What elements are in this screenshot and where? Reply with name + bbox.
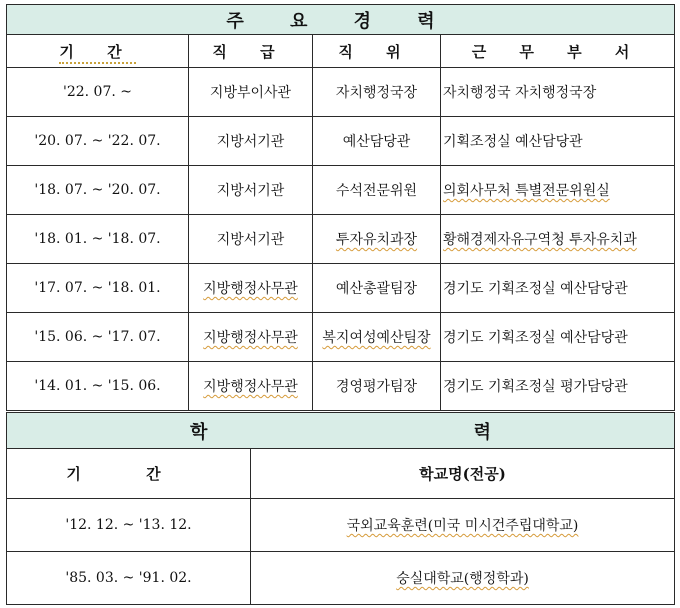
grade-cell: 지방행정사무관 <box>189 264 313 313</box>
table-row <box>7 215 675 264</box>
position-cell: 복지여성예산팀장 <box>313 313 441 362</box>
period-cell: '20. 07. ~ '22. 07. <box>7 117 189 166</box>
period-cell: '17. 07. ~ '18. 01. <box>7 264 189 313</box>
education-title-row <box>7 413 675 449</box>
career-header-period: 기 간 <box>7 35 189 68</box>
table-row <box>7 117 675 166</box>
period-cell: '15. 06. ~ '17. 07. <box>7 313 189 362</box>
position-cell: 예산담당관 <box>313 117 441 166</box>
education-header-school: 학교명(전공) <box>251 449 675 499</box>
period-cell: '18. 01. ~ '18. 07. <box>7 215 189 264</box>
table-row <box>7 68 675 117</box>
dept-cell: 황해경제자유구역청 투자유치과 <box>441 215 675 264</box>
position-cell: 수석전문위원 <box>313 166 441 215</box>
period-cell: '18. 07. ~ '20. 07. <box>7 166 189 215</box>
career-header-row <box>7 35 675 68</box>
position-cell: 경영평가팀장 <box>313 362 441 411</box>
grade-cell: 지방행정사무관 <box>189 362 313 411</box>
school-cell: 국외교육훈련(미국 미시건주립대학교) <box>251 499 675 552</box>
dept-cell: 경기도 기획조정실 평가담당관 <box>441 362 675 411</box>
dept-cell: 의회사무처 특별전문위원실 <box>441 166 675 215</box>
table-row <box>7 166 675 215</box>
grade-cell: 지방서기관 <box>189 117 313 166</box>
period-cell: '14. 01. ~ '15. 06. <box>7 362 189 411</box>
dept-cell: 기획조정실 예산담당관 <box>441 117 675 166</box>
grade-cell: 지방서기관 <box>189 215 313 264</box>
career-header-grade: 직 급 <box>189 35 313 68</box>
education-header-period: 기 간 <box>7 449 251 499</box>
dept-cell: 경기도 기획조정실 예산담당관 <box>441 264 675 313</box>
school-cell: 숭실대학교(행정학과) <box>251 552 675 605</box>
table-row <box>7 313 675 362</box>
position-cell: 투자유치과장 <box>313 215 441 264</box>
career-header-position: 직 위 <box>313 35 441 68</box>
grade-cell: 지방서기관 <box>189 166 313 215</box>
education-table <box>6 412 675 605</box>
education-header-row <box>7 449 675 499</box>
career-header-dept: 근 무 부 서 <box>441 35 675 68</box>
period-cell: '12. 12. ~ '13. 12. <box>7 499 251 552</box>
position-cell: 자치행정국장 <box>313 68 441 117</box>
table-row <box>7 264 675 313</box>
career-table <box>6 4 675 411</box>
education-title: 학 력 <box>7 413 675 449</box>
grade-cell: 지방부이사관 <box>189 68 313 117</box>
period-cell: '85. 03. ~ '91. 02. <box>7 552 251 605</box>
table-row <box>7 362 675 411</box>
table-row <box>7 552 675 605</box>
grade-cell: 지방행정사무관 <box>189 313 313 362</box>
table-row <box>7 499 675 552</box>
career-title-row <box>7 5 675 35</box>
dept-cell: 자치행정국 자치행정국장 <box>441 68 675 117</box>
period-cell: '22. 07. ~ <box>7 68 189 117</box>
career-title: 주 요 경 력 <box>7 5 675 35</box>
dept-cell: 경기도 기획조정실 예산담당관 <box>441 313 675 362</box>
position-cell: 예산총괄팀장 <box>313 264 441 313</box>
